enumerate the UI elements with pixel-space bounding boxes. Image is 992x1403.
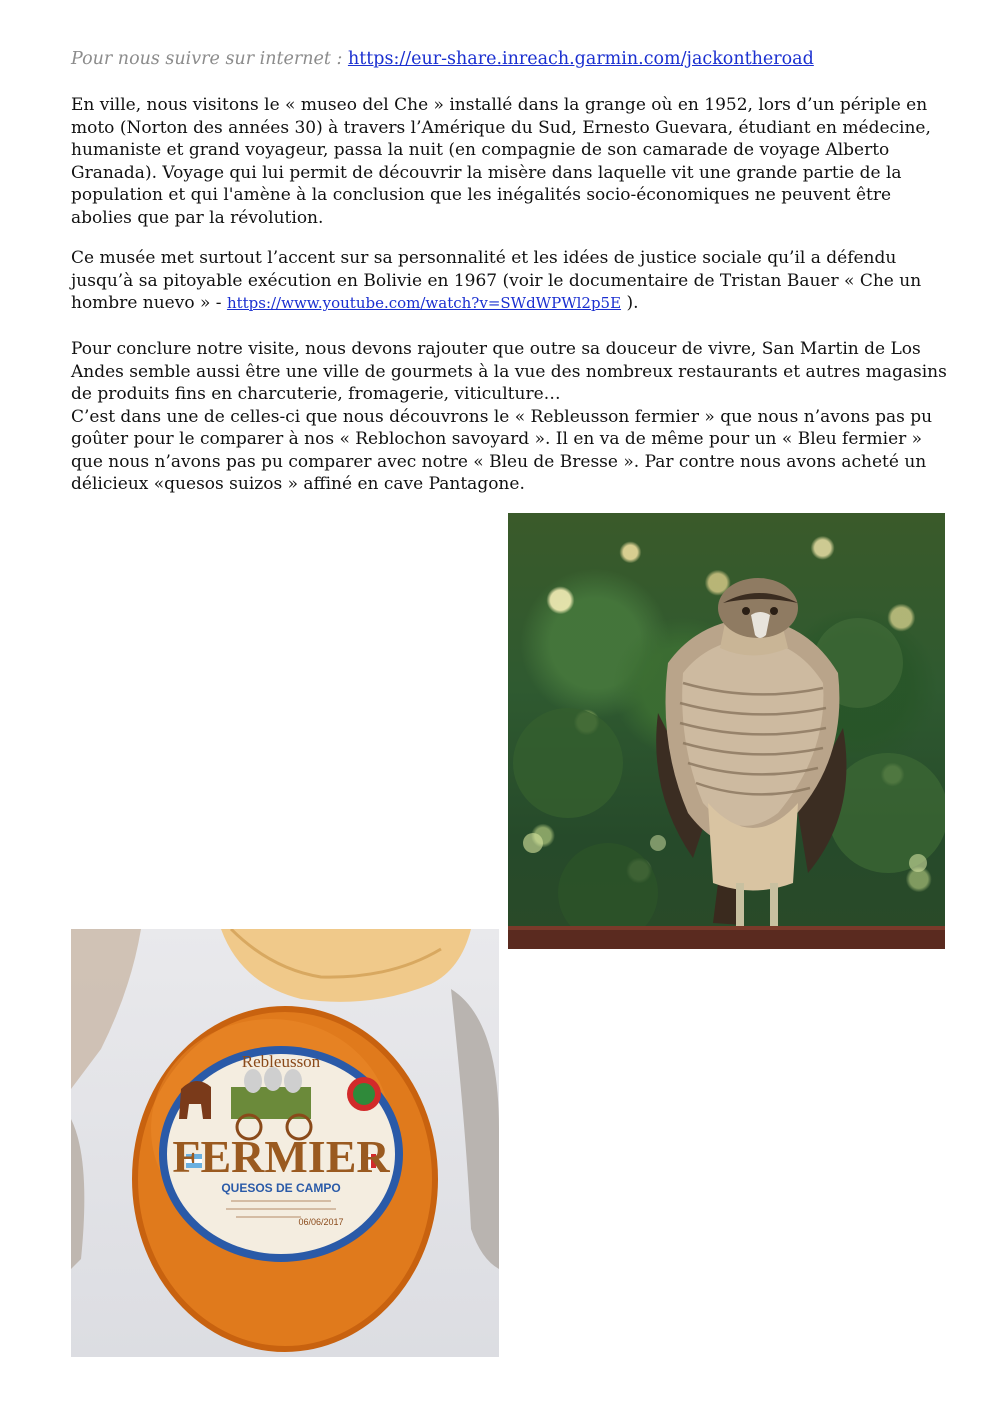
paragraph-museo-del-che [71,94,949,229]
paragraph-text: En ville, nous visitons le « museo del Che » installé dans la grange où en 1952, lors d’un périple en moto (Norton des années 30) à travers l’Amérique du Sud, Ernesto Guevara, étudiant en médecine, humaniste et grand voyageur, passa la nuit (en compagnie de son camarade de voyage Alberto Granada). Voyage qui lui permit de découvrir la misère dans laquelle vit une grande partie de la population et qui l'amène à la conclusion que les inégalités socio-économiques ne peuvent être abolies que par la révolution. [71,95,931,228]
paragraph-museum-focus [71,247,949,315]
bird-illustration [508,513,945,949]
paragraph-text-after: ). [621,293,639,313]
cheese-brand-text: Rebleusson [241,1052,321,1071]
paragraph-text-cheese: C’est dans une de celles-ci que nous découvrons le « Rebleusson fermier » que nous n’avons pas pu goûter pour le comparer à nos « Reblochon savoyard ». Il en va de même pour un « Bleu fermier » que nous n’avons pas pu comparer avec notre « Bleu de Bresse ». Par contre nous avons acheté un délicieux «quesos suizos » affiné en cave Pantagone. [71,406,933,494]
cheese-illustration [71,929,499,1357]
bird-photo [508,513,945,949]
cheese-name-text: FERMIER [172,1131,390,1182]
paragraph-gourmet [71,338,949,496]
garmin-tracking-link[interactable]: https://eur-share.inreach.garmin.com/jackontheroad [347,49,814,69]
follow-label: Pour nous suivre sur internet : [71,49,348,69]
cheese-photo [71,929,499,1357]
paragraph-text-gourmet: Pour conclure notre visite, nous devons rajouter que outre sa douceur de vivre, San Martin de Los Andes semble aussi être une ville de gourmets à la vue des nombreux restaurants et autres magasins de produits fins en charcuterie, fromagerie, viticulture… [71,339,947,404]
cheese-subtitle-text: QUESOS DE CAMPO [221,1181,341,1195]
paragraph-text-before: Ce musée met surtout l’accent sur sa personnalité et les idées de justice sociale qu’il a défendu jusqu’à sa pitoyable exécution en Bolivie en 1967 (voir le documentaire de Tristan Bauer « Che un hombre nuevo » - [71,248,922,313]
paragraph-text [71,247,949,315]
follow-line [71,47,951,71]
youtube-documentary-link[interactable]: https://www.youtube.com/watch?v=SWdWPWl2p5E [226,294,622,312]
cheese-date-text: 06/06/2017 [298,1217,344,1227]
